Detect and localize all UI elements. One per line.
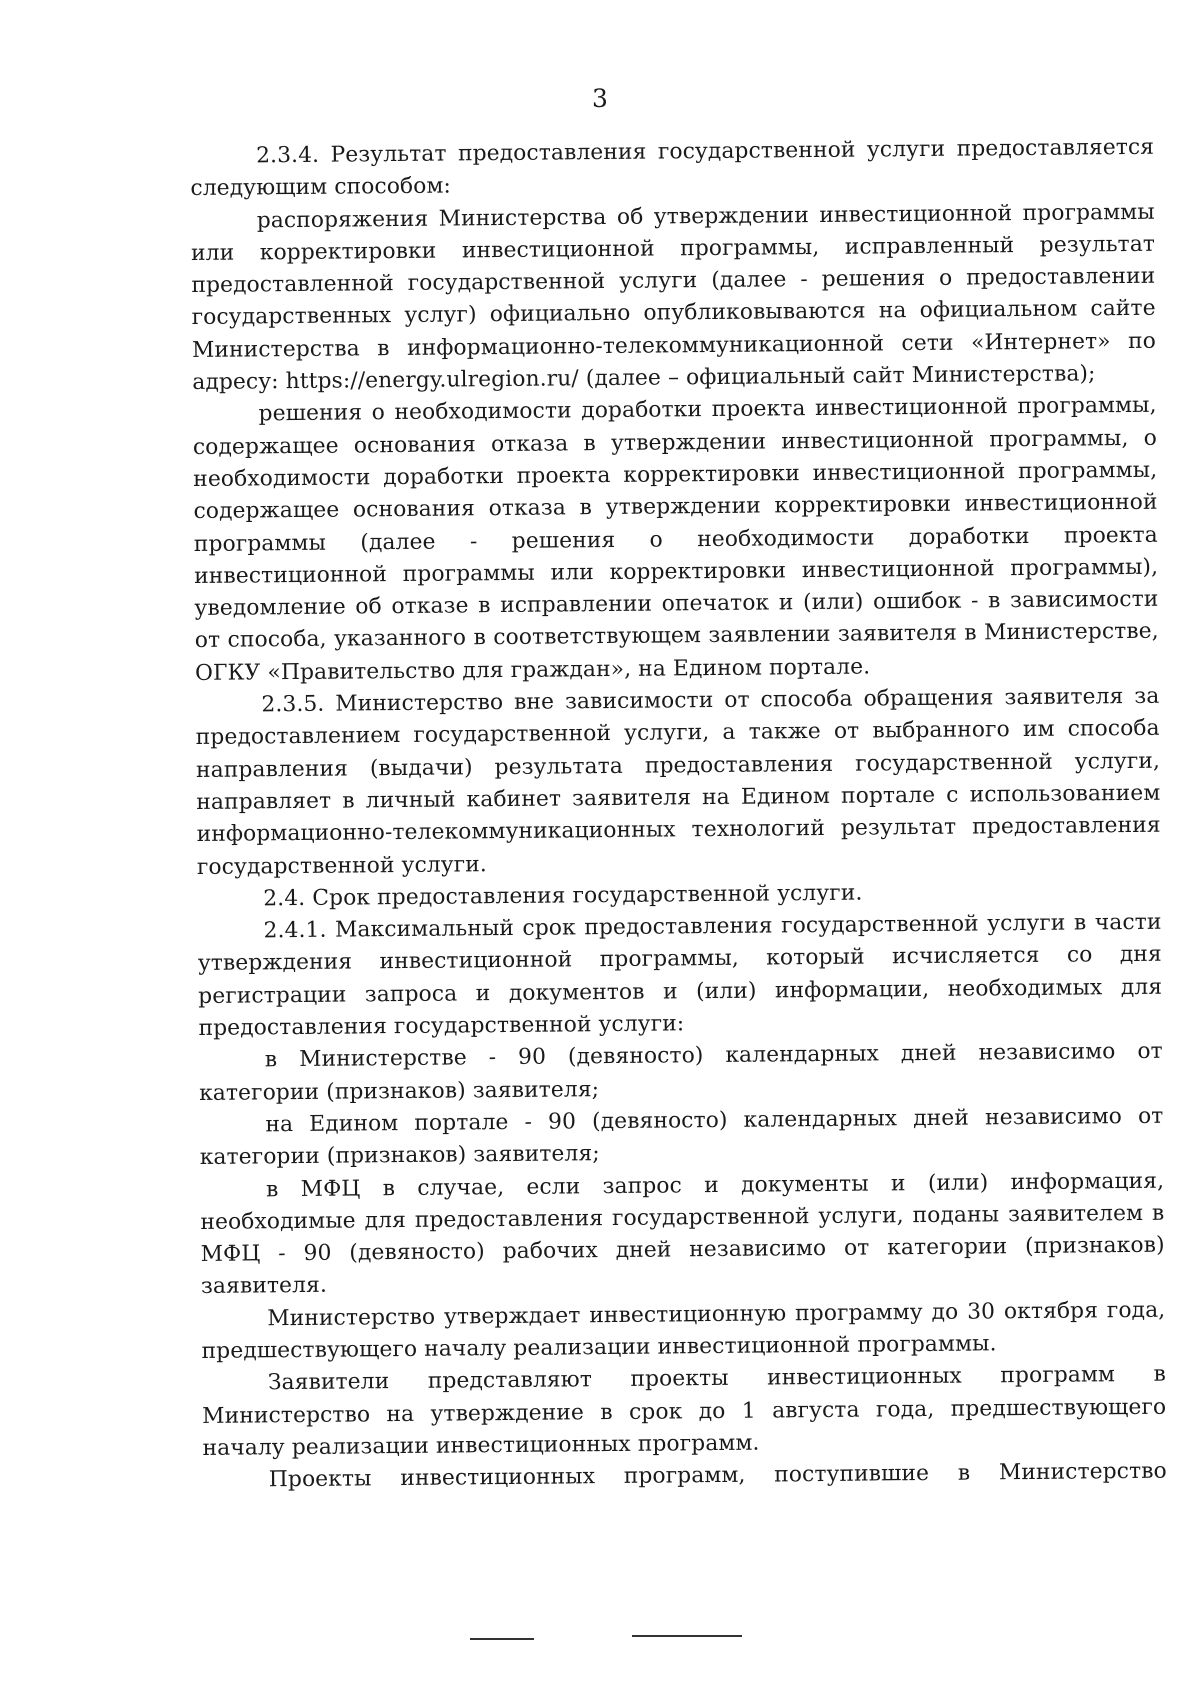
paragraph-2-3-4: 2.3.4. Результат предоставления государственной услуги предоставляется следующим способом: xyxy=(190,134,1155,202)
paragraph-result-publication: распоряжения Министерства об утверждении инвестиционной программы или корректировки инвестиционной программы, исправленный результат предоставленной государственной услуги (далее - решения о предоставлении государственных услуг) официально опубликовываются на официальном сайте Министерства в информационно-телекоммуникационной сети «Интернет» по адресу: https://energy.ulregion.ru/ (далее – официальный сайт Министерства); xyxy=(190,199,1157,396)
paragraph-submission-deadline: Заявители представляют проекты инвестиционных программ в Министерство на утверждение в срок до 1 августа года, предшествующего началу реализации инвестиционных программ. xyxy=(202,1361,1167,1461)
paragraph-projects-received: Проекты инвестиционных программ, поступившие в Министерство xyxy=(268,1458,1167,1493)
paragraph-approval-deadline: Министерство утверждает инвестиционную программу до 30 октября года, предшествующего началу реализации инвестиционной программы. xyxy=(201,1297,1166,1364)
paragraph-ministry-term: в Министерстве - 90 (девяносто) календарных дней независимо от категории (признаков) заявителя; xyxy=(199,1039,1163,1106)
page-number: 3 xyxy=(592,84,608,113)
paragraph-portal-term: на Едином портале - 90 (девяносто) календарных дней независимо от категории (признаков) заявителя; xyxy=(199,1103,1164,1171)
paragraph-mfc-term: в МФЦ в случае, если запрос и документы и (или) информация, необходимые для предоставления государственной услуги, поданы заявителем в МФЦ - 90 (девяносто) рабочих дней независимо от категории (признаков) заявителя. xyxy=(200,1168,1165,1300)
paragraph-2-3-5: 2.3.5. Министерство вне зависимости от способа обращения заявителя за предоставлением государственной услуги, а также от выбранного им способа направления (выдачи) результата предоставления государственной услуги, направляет в личный кабинет заявителя на Едином портале с использованием информационно-телекоммуникационных технологий результат предоставления государственной услуги. xyxy=(195,683,1161,880)
paragraph-2-4-1: 2.4.1. Максимальный срок предоставления государственной услуги в части утверждения инвестиционной программы, который исчисляется со дня регистрации запроса и документов и (или) информации, необходимых для предоставления государственной услуги: xyxy=(197,909,1163,1041)
footer-rule-left xyxy=(470,1638,534,1640)
document-body xyxy=(190,132,1167,1498)
footer-rule-right xyxy=(632,1635,742,1637)
paragraph-2-4: 2.4. Срок предоставления государственной услуги. xyxy=(263,880,863,912)
paragraph-revision-decision: решения о необходимости доработки проекта инвестиционной программы, содержащее основания отказа в утверждении инвестиционной программы, о необходимости доработки проекта корректировки инвестиционной программы, содержащее основания отказа в утверждении корректировки инвестиционной программы (далее - решения о необходимости доработки проекта инвестиционной программы или корректировки инвестиционной программы), уведомление об отказе в исправлении опечаток и (или) ошибок - в зависимости от способа, указанного в соответствующем заявлении заявителя в Министерстве, ОГКУ «Правительство для граждан», на Едином портале. xyxy=(192,393,1159,686)
